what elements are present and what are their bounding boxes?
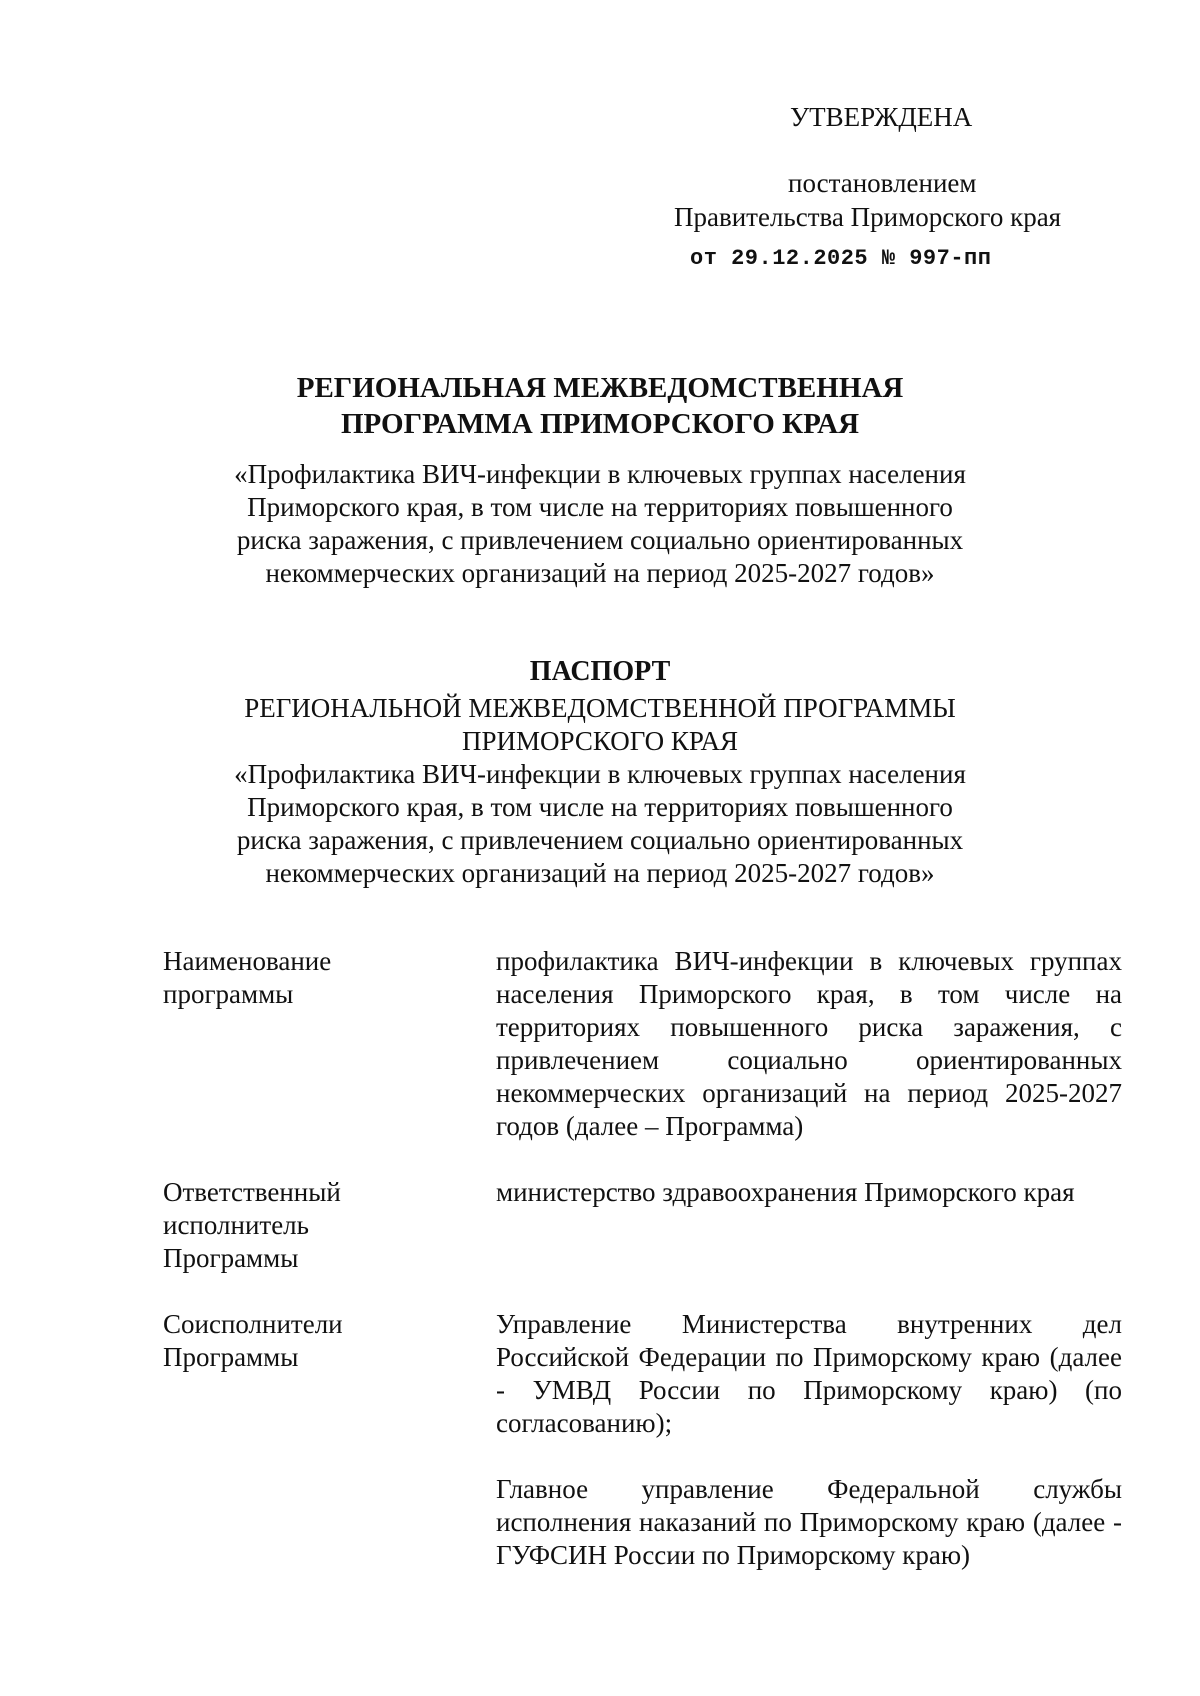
row-value-paragraph: профилактика ВИЧ-инфекции в ключевых группах населения Приморского края, в том числе на территориях повышенного риска заражения, с привлечением социально ориентированных некоммерческих организаций на период 2025-2027 годов (далее – Программа): [496, 946, 1122, 1141]
row-label-line: Программы: [163, 1342, 299, 1372]
row-label-line: Наименование: [163, 946, 332, 976]
passport-line: РЕГИОНАЛЬНОЙ МЕЖВЕДОМСТВЕННОЙ ПРОГРАММЫ: [244, 693, 956, 723]
row-label: [163, 1176, 423, 1275]
subtitle-line: «Профилактика ВИЧ-инфекции в ключевых группах населения: [234, 459, 966, 489]
program-title: [150, 370, 1050, 442]
row-value-paragraph: Главное управление Федеральной службы исполнения наказаний по Приморскому краю (далее - ГУФСИН России по Приморскому краю): [496, 1474, 1122, 1570]
row-label: [163, 1308, 423, 1374]
row-label-line: Программы: [163, 1243, 299, 1273]
passport-heading: [150, 655, 1050, 689]
row-label-line: исполнитель: [163, 1210, 309, 1240]
row-value: [496, 1176, 1122, 1209]
row-value-paragraph: Управление Министерства внутренних дел Российской Федерации по Приморскому краю (далее - УМВД России по Приморскому краю) (по согласованию);: [496, 1309, 1122, 1438]
row-label-line: программы: [163, 979, 294, 1009]
by-resolution: постановлением: [788, 168, 977, 198]
government-name: Правительства Приморского края: [674, 202, 1062, 232]
resolution-number: от 29.12.2025 № 997-пп: [690, 246, 992, 271]
title-line: ПРОГРАММА ПРИМОРСКОГО КРАЯ: [340, 408, 860, 440]
passport-title: [150, 692, 1050, 890]
passport-heading-text: ПАСПОРТ: [529, 656, 671, 687]
row-label-line: Соисполнители: [163, 1309, 343, 1339]
passport-line: ПРИМОРСКОГО КРАЯ: [462, 726, 738, 756]
passport-line: Приморского края, в том числе на территориях повышенного: [247, 792, 953, 822]
row-label: [163, 945, 423, 1011]
passport-line: некоммерческих организаций на период 2025-2027 годов»: [265, 858, 935, 888]
subtitle-line: Приморского края, в том числе на территориях повышенного: [247, 492, 953, 522]
passport-line: «Профилактика ВИЧ-инфекции в ключевых группах населения: [234, 759, 966, 789]
program-subtitle: [150, 458, 1050, 590]
subtitle-line: риска заражения, с привлечением социально ориентированных: [236, 525, 964, 555]
row-value: [496, 1308, 1122, 1572]
approved-stamp: УТВЕРЖДЕНА: [790, 102, 973, 132]
row-label-line: Ответственный: [163, 1177, 341, 1207]
subtitle-line: некоммерческих организаций на период 2025-2027 годов»: [265, 558, 935, 588]
title-line: РЕГИОНАЛЬНАЯ МЕЖВЕДОМСТВЕННАЯ: [296, 372, 904, 404]
passport-line: риска заражения, с привлечением социально ориентированных: [236, 825, 964, 855]
row-value: [496, 945, 1122, 1143]
row-value-paragraph: министерство здравоохранения Приморского края: [496, 1177, 1075, 1207]
